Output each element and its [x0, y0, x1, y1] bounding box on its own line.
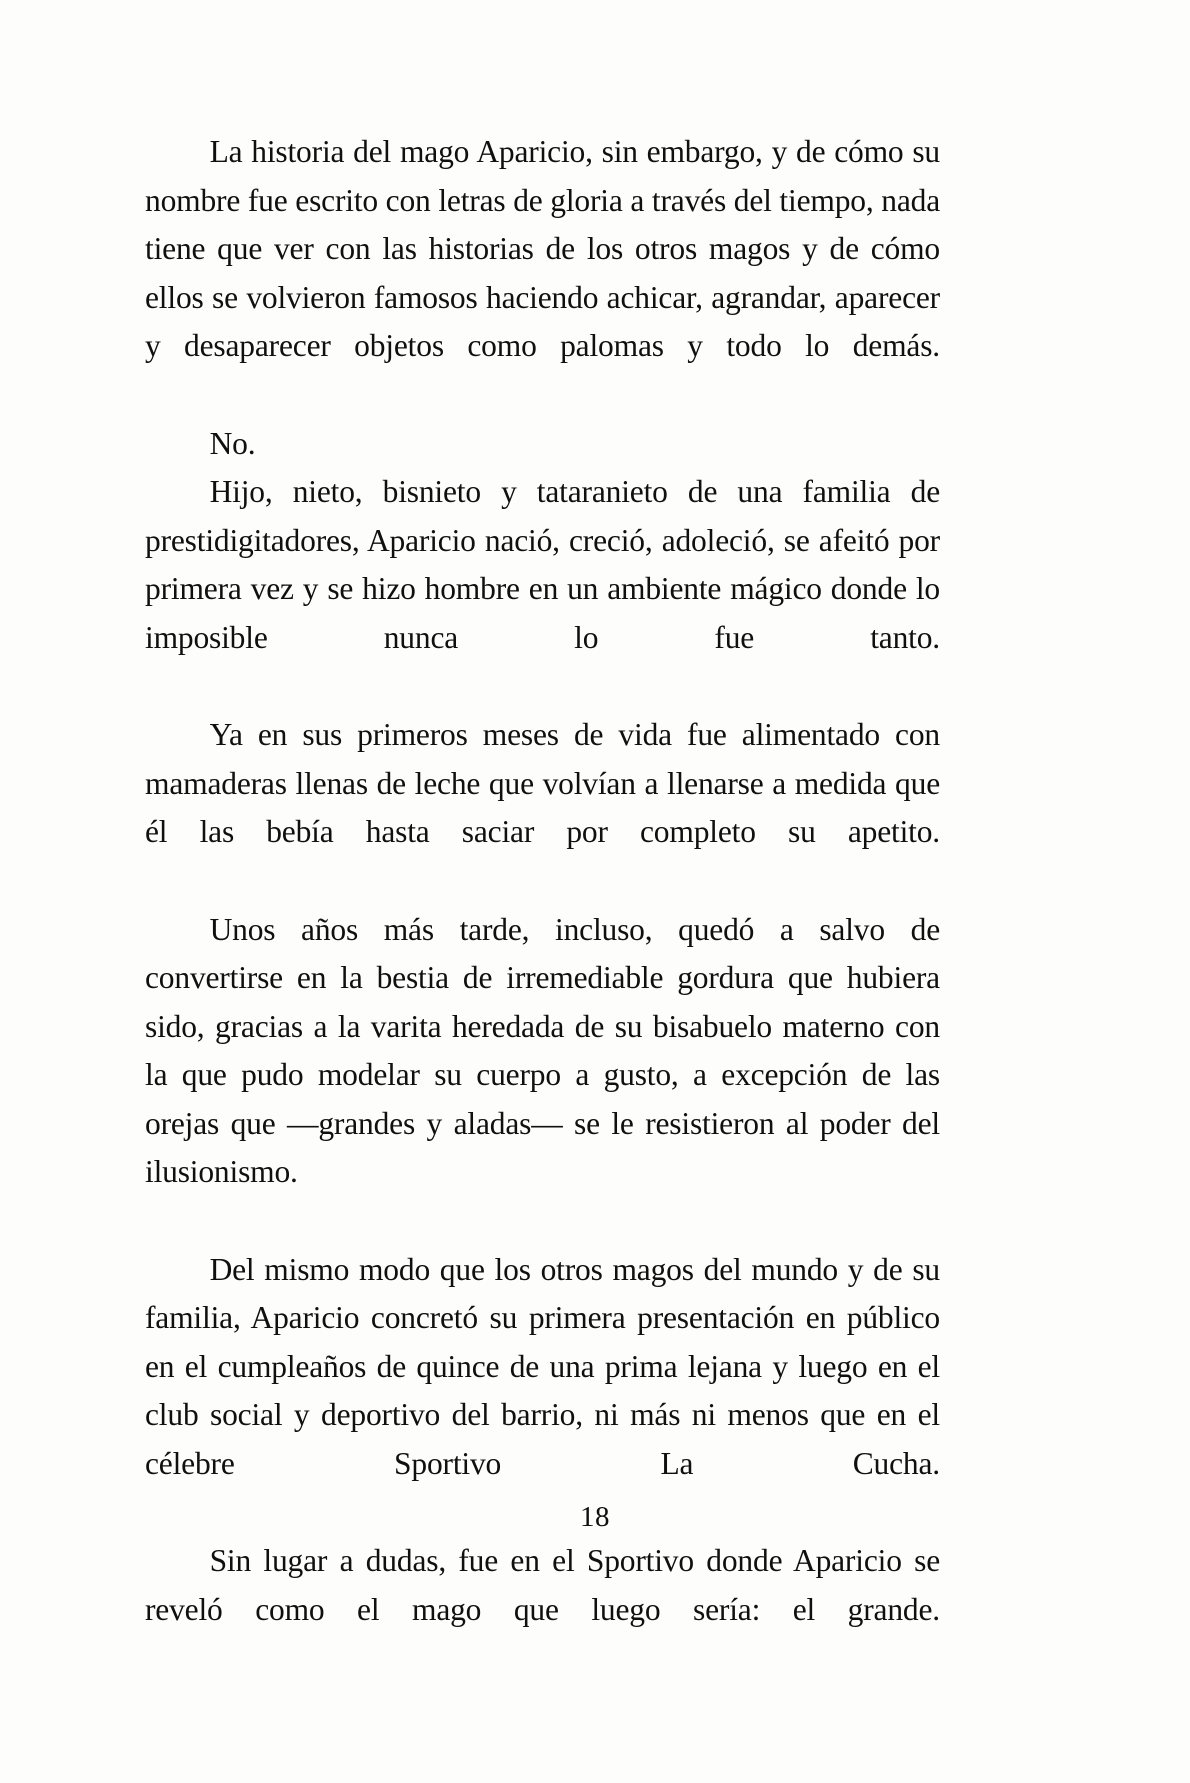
- paragraph-4: Ya en sus primeros meses de vida fue alimentado con mamaderas llenas de leche que volvían a llenarse a medida que él las bebía hasta saciar por completo su apetito.: [145, 717, 940, 850]
- paragraph-6: Del mismo modo que los otros magos del mundo y de su familia, Aparicio concretó su primera presentación en público en el cumpleaños de quince de una prima lejana y luego en el club social y deportivo del barrio, ni más ni menos que en el célebre Sportivo La Cucha.: [145, 1251, 940, 1482]
- paragraph-1: La historia del mago Aparicio, sin embargo, y de cómo su nombre fue escrito con letras de gloria a través del tiempo, nada tiene que ver con las historias de los otros magos y de cómo ellos se volvieron famosos haciendo achicar, agrandar, aparecer y desaparecer objetos como palomas y todo lo demás.: [145, 134, 940, 364]
- paragraph-7: Sin lugar a dudas, fue en el Sportivo donde Aparicio se reveló como el mago que luego sería: el grande.: [145, 1543, 940, 1627]
- paragraph-3: Hijo, nieto, bisnieto y tataranieto de una familia de prestidigitadores, Aparicio nació, creció, adoleció, se afeitó por primera vez y se hizo hombre en un ambiente mágico donde lo imposible nunca lo fue tanto.: [145, 474, 940, 655]
- paragraph-5: Unos años más tarde, incluso, quedó a salvo de convertirse en la bestia de irremediable gordura que hubiera sido, gracias a la varita heredada de su bisabuelo materno con la que pudo modelar su cuerpo a gusto, a excepción de las orejas que —grandes y aladas— se le resistieron al poder del ilusionismo.: [145, 911, 940, 1190]
- page-number: 18: [580, 1501, 610, 1533]
- paragraph-2: No.: [209, 425, 256, 461]
- page-body-text: [145, 128, 940, 1683]
